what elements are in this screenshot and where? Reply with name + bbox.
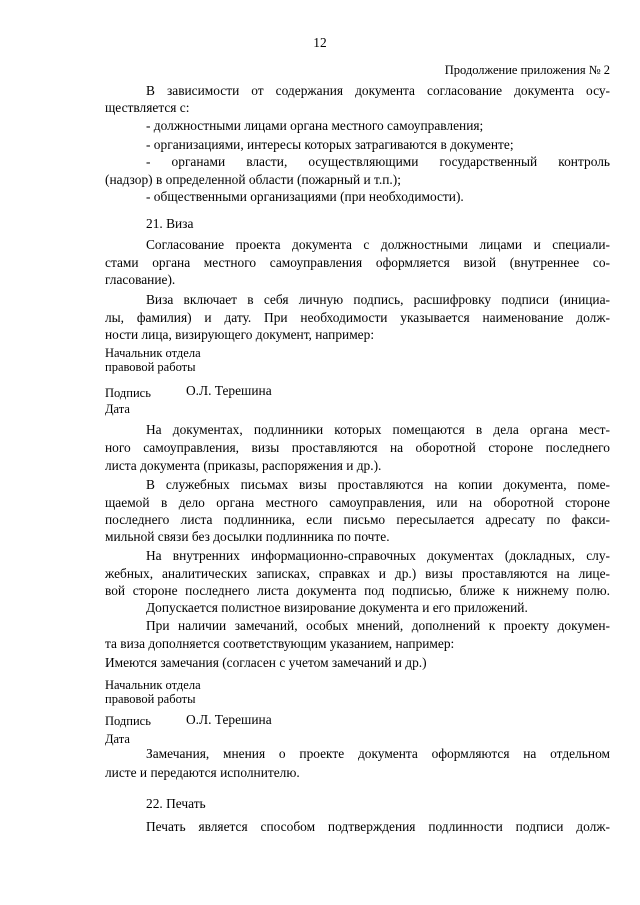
list-item: - организациями, интересы которых затрагиваются в документе; [146, 137, 514, 152]
list-item: - общественными организациями (при необходимости). [146, 189, 464, 204]
visa-date-label: Дата [105, 402, 130, 416]
paragraph-line: последнего листа подлинника, если письмо пересылается адресату по факси- [105, 512, 610, 527]
visa-position: правовой работы [105, 692, 196, 706]
paragraph-line: жебных, аналитических записках, справках и др.) визы проставляются на лице- [105, 566, 610, 581]
page-number: 12 [313, 35, 327, 50]
paragraph-line: На внутренних информационно-справочных документах (докладных, слу- [146, 548, 610, 563]
paragraph-line: лы, фамилия) и дату. При необходимости указывается наименование долж- [105, 310, 610, 325]
paragraph-line: стами органа местного самоуправления оформляется визой (внутреннее со- [105, 255, 610, 270]
paragraph-line: листа документа (приказы, распоряжения и др.). [105, 458, 382, 473]
paragraph-line: Согласование проекта документа с должностными лицами и специали- [146, 237, 610, 252]
visa-date-label: Дата [105, 732, 130, 746]
paragraph-line: Замечания, мнения о проекте документа оформляются на отдельном [146, 746, 610, 761]
paragraph-line: При наличии замечаний, особых мнений, дополнений к проекту докумен- [146, 618, 610, 633]
visa-remark: Имеются замечания (согласен с учетом замечаний и др.) [105, 655, 427, 670]
visa-signer-name: О.Л. Терешина [186, 383, 272, 398]
list-item: - должностными лицами органа местного самоуправления; [146, 118, 484, 133]
paragraph-line: листе и передаются исполнителю. [105, 765, 300, 780]
section-heading: 22. Печать [146, 796, 206, 811]
list-item: - органами власти, осуществляющими государственный контроль [146, 154, 610, 169]
list-item: (надзор) в определенной области (пожарный и т.п.); [105, 172, 401, 187]
paragraph-line: гласование). [105, 272, 176, 287]
paragraph-line: Виза включает в себя личную подпись, расшифровку подписи (инициа- [146, 292, 610, 307]
paragraph-line: На документах, подлинники которых помещаются в дела органа мест- [146, 422, 610, 437]
paragraph-line: Печать является способом подтверждения подлинности подписи долж- [146, 819, 610, 834]
paragraph-line: В служебных письмах визы проставляются на копии документа, поме- [146, 477, 610, 492]
visa-signature-label: Подпись [105, 386, 151, 400]
section-heading: 21. Виза [146, 216, 194, 231]
paragraph-line: ности лица, визирующего документ, например: [105, 327, 375, 342]
annex-label: Продолжение приложения № 2 [444, 63, 610, 77]
visa-signature-label: Подпись [105, 714, 151, 728]
paragraph-line: щаемой в дело органа местного самоуправления, или на оборотной стороне [105, 495, 610, 510]
paragraph-line: та виза дополняется соответствующим указанием, например: [105, 636, 455, 651]
visa-signer-name: О.Л. Терешина [186, 712, 272, 727]
paragraph-line: ществляется с: [105, 100, 190, 115]
paragraph-line: Допускается полистное визирование документа и его приложений. [146, 600, 528, 615]
paragraph-line: мильной связи без досылки подлинника по почте. [105, 529, 390, 544]
paragraph-line: вой стороне последнего листа документа под подписью, ближе к нижнему полю. [105, 583, 610, 598]
visa-position: Начальник отдела [105, 678, 201, 692]
paragraph-line: ного самоуправления, визы проставляются на оборотной стороне последнего [105, 440, 610, 455]
visa-position: Начальник отдела [105, 346, 201, 360]
paragraph-line: В зависимости от содержания документа согласование документа осу- [146, 83, 610, 98]
visa-position: правовой работы [105, 360, 196, 374]
